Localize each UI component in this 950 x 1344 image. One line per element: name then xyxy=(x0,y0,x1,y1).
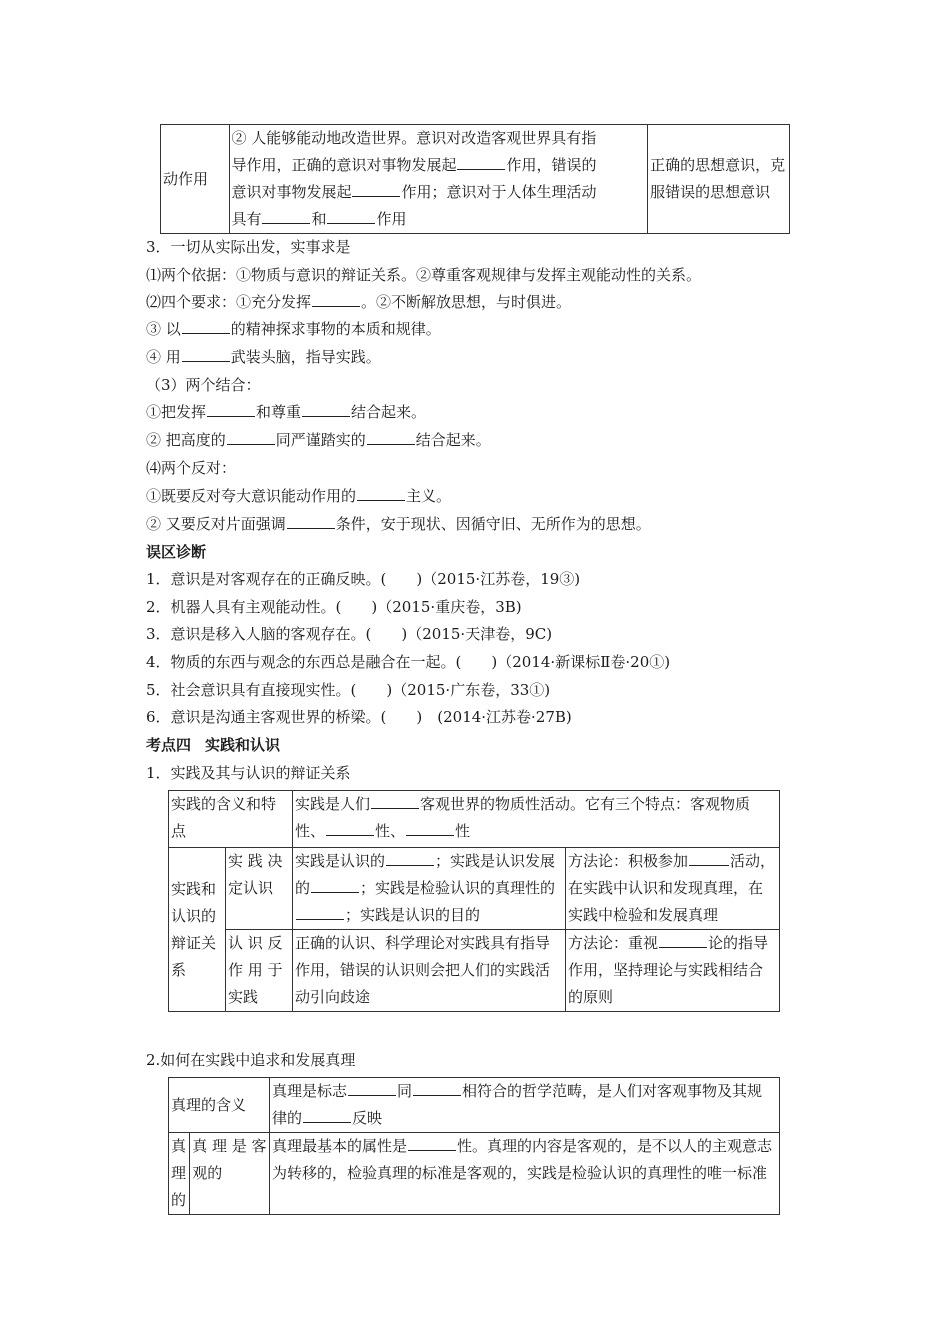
text-line: ② 又要反对片面强调 条件，安于现状、因循守旧、无所作为的思想。 xyxy=(146,515,651,533)
text-line: ①既要反对夸大意识能动作用的 主义。 xyxy=(146,487,452,505)
cell-text: ② 人能够能动地改造世界。意识对改造客观世界具有指 xyxy=(231,129,597,147)
content-cell: 真理是标志 同 相符合的哲学范畴，是人们对客观事物及其规律的 反映 xyxy=(270,1078,780,1133)
table-row xyxy=(169,1133,780,1215)
fill-blank[interactable] xyxy=(371,794,419,809)
fill-blank[interactable] xyxy=(327,209,375,224)
fill-blank[interactable] xyxy=(182,347,230,362)
fill-blank[interactable] xyxy=(326,821,374,836)
fill-blank[interactable] xyxy=(457,155,505,170)
side-header: 真理的 xyxy=(169,1133,190,1215)
truth-table xyxy=(168,1077,780,1215)
text-line: ③ 以 的精神探求事物的本质和规律。 xyxy=(146,320,441,338)
table-row xyxy=(161,125,790,234)
row-header: 认 识 反作 用 于实践 xyxy=(226,930,293,1012)
fill-blank[interactable] xyxy=(348,1081,396,1096)
list-item: 6．意识是沟通主客观世界的桥梁。( ) (2014·江苏卷·27B) xyxy=(146,708,572,726)
list-item: 3．意识是移入人脑的客观存在。( )（2015·天津卷，9C) xyxy=(146,625,553,643)
text-line: ⑴两个依据：①物质与意识的辩证关系。②尊重客观规律与发挥主观能动性的关系。 xyxy=(146,266,702,284)
fill-blank[interactable] xyxy=(182,319,230,334)
fill-blank[interactable] xyxy=(408,1136,456,1151)
fill-blank[interactable] xyxy=(659,933,707,948)
practice-table xyxy=(168,790,780,1012)
content-cell: 正确的认识、科学理论对实践具有指导作用，错误的认识则会把人们的实践活动引向歧途 xyxy=(293,930,566,1012)
fill-blank[interactable] xyxy=(413,1081,461,1096)
row-header: 真 理 是 客观的 xyxy=(190,1133,270,1215)
fill-blank[interactable] xyxy=(386,851,434,866)
subsection-title: 2.如何在实践中追求和发展真理 xyxy=(146,1051,356,1069)
table-row xyxy=(169,791,780,848)
fill-blank[interactable] xyxy=(311,878,359,893)
fill-blank[interactable] xyxy=(302,402,350,417)
table-row xyxy=(169,930,780,1012)
subsection-title: 1．实践及其与认识的辩证关系 xyxy=(146,764,351,782)
method-cell: 方法论：重视 论的指导作用，坚持理论与实践相结合的原则 xyxy=(566,930,780,1012)
fill-blank[interactable] xyxy=(262,209,310,224)
text-line: ⑷两个反对： xyxy=(146,459,237,477)
content-cell: 实践是人们 客观世界的物质性活动。它有三个特点：客观物质性、 性、 性 xyxy=(293,791,780,848)
text-line: ② 把高度的 同严谨踏实的 结合起来。 xyxy=(146,431,491,449)
fill-blank[interactable] xyxy=(367,430,415,445)
side-header: 实践和认识的辩证关系 xyxy=(169,848,226,1012)
method-cell: 方法论：积极参加 活动，在实践中认识和发现真理，在实践中检验和发展真理 xyxy=(566,848,780,930)
section-heading: 考点四 实践和认识 xyxy=(146,736,281,754)
text-line: ①把发挥 和尊重 结合起来。 xyxy=(146,403,427,421)
list-item: 2．机器人具有主观能动性。( )（2015·重庆卷，3B) xyxy=(146,598,522,616)
row-header: 实 践 决定认识 xyxy=(226,848,293,930)
fill-blank[interactable] xyxy=(303,1108,351,1123)
row-header: 实践的含义和特点 xyxy=(169,791,293,848)
list-item: 4．物质的东西与观念的东西总是融合在一起。( )（2014·新课标Ⅱ卷·20①) xyxy=(146,653,671,671)
fill-blank[interactable] xyxy=(406,821,454,836)
row-header: 动作用 xyxy=(161,125,230,234)
fill-blank[interactable] xyxy=(296,905,344,920)
list-item: 1．意识是对客观存在的正确反映。( )（2015·江苏卷，19③) xyxy=(146,570,581,588)
fill-blank[interactable] xyxy=(207,402,255,417)
content-cell: ② 人能够能动地改造世界。意识对改造客观世界具有指 导作用，正确的意识对事物发展起 作用，错误的 意识对事物发展起 作用；意识对于人体生理活动 具有 和 作用 xyxy=(230,125,648,234)
table-row xyxy=(169,1078,780,1133)
fill-blank[interactable] xyxy=(357,486,405,501)
fill-blank[interactable] xyxy=(227,430,275,445)
diagnosis-title: 误区诊断 xyxy=(146,543,207,561)
fill-blank[interactable] xyxy=(352,182,400,197)
text-line: （3）两个结合： xyxy=(146,376,261,394)
list-item: 5．社会意识具有直接现实性。( )（2015·广东卷，33①) xyxy=(146,681,551,699)
fill-blank[interactable] xyxy=(689,851,729,866)
table-row xyxy=(169,848,780,930)
fill-blank[interactable] xyxy=(312,292,360,307)
method-cell: 正确的思想意识，克服错误的思想意识 xyxy=(648,125,790,234)
row-header: 真理的含义 xyxy=(169,1078,270,1133)
text-line: ④ 用 武装头脑，指导实践。 xyxy=(146,348,381,366)
fill-blank[interactable] xyxy=(287,514,335,529)
text-line: ⑵四个要求：①充分发挥 。②不断解放思想，与时俱进。 xyxy=(146,293,572,311)
section-title: 3．一切从实际出发，实事求是 xyxy=(146,238,351,256)
content-cell: 实践是认识的 ；实践是认识发展的 ；实践是检验认识的真理性的；实践是认识的目的 xyxy=(293,848,566,930)
consciousness-table xyxy=(160,124,790,234)
content-cell: 真理最基本的属性是 性。真理的内容是客观的，是不以人的主观意志为转移的，检验真理的标准是客观的，实践是检验认识的真理性的唯一标准 xyxy=(270,1133,780,1215)
